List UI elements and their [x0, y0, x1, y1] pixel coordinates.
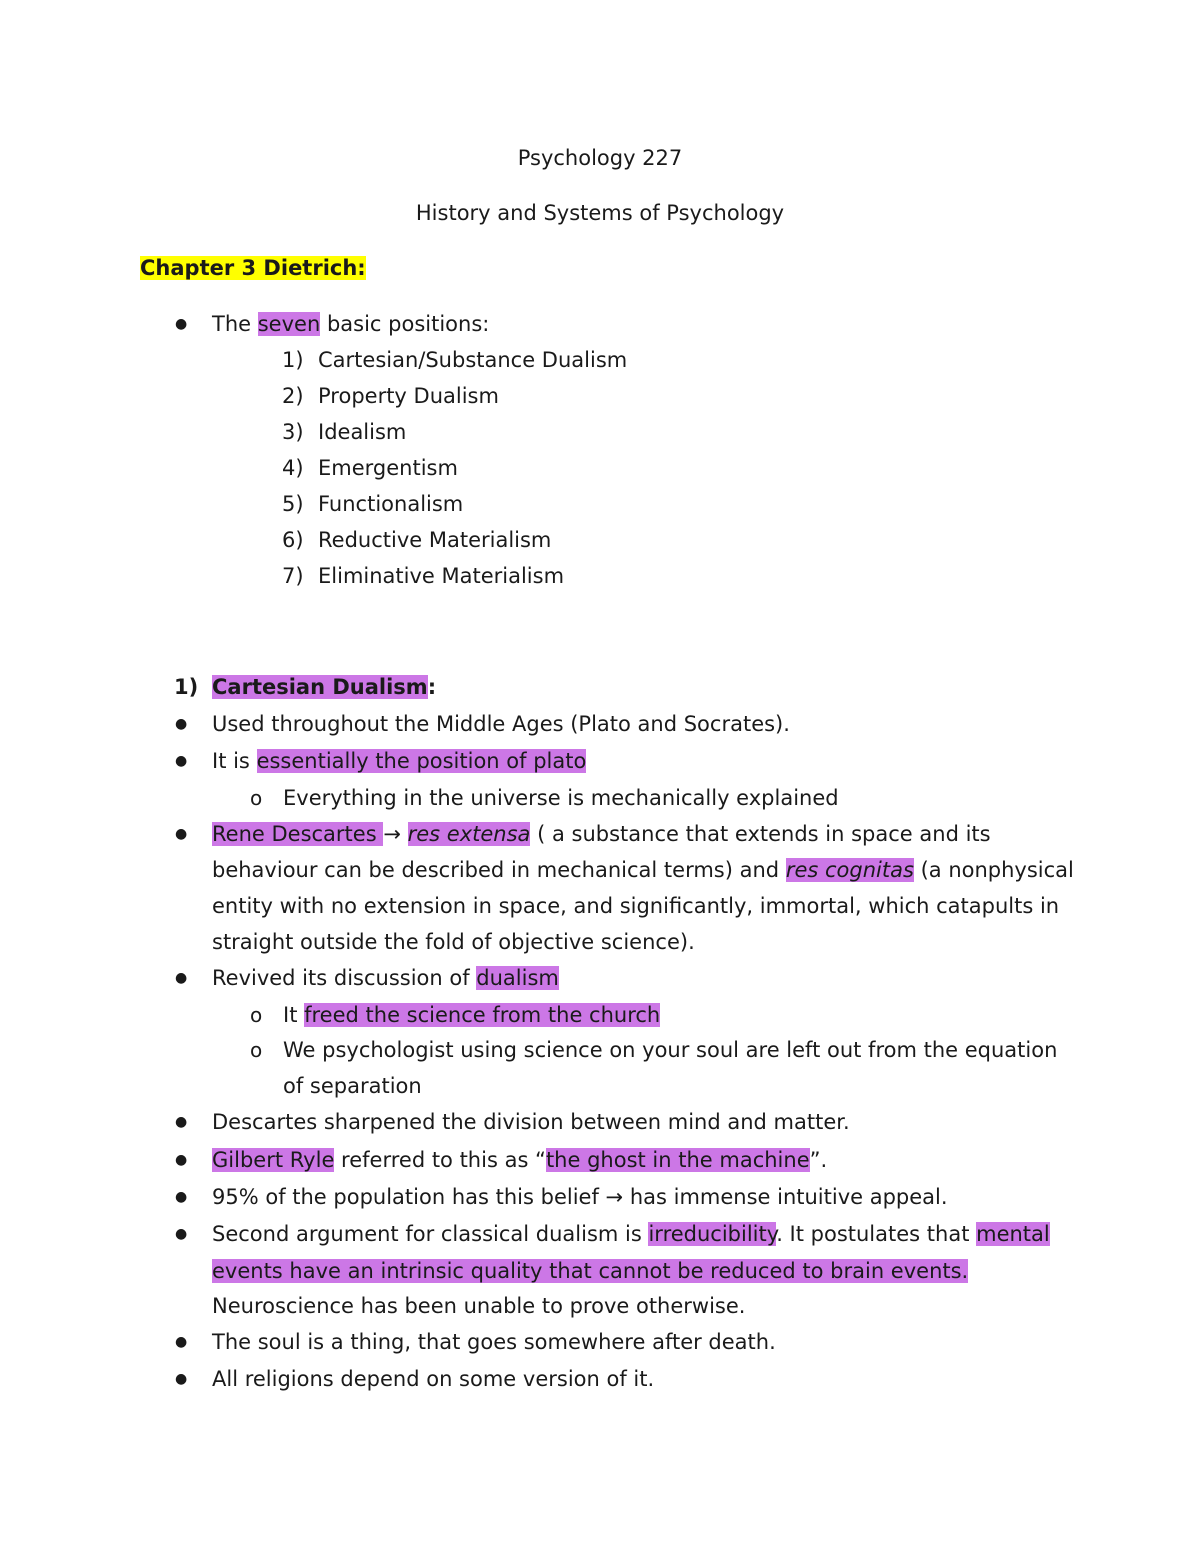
b6-highlight-ghost: the ghost in the machine [545, 1148, 810, 1172]
position-number: 4) [282, 456, 304, 480]
sub-bullet-icon: o [250, 786, 263, 810]
position-item: Functionalism [318, 492, 464, 516]
bullet-text [212, 1179, 948, 1215]
sub-bullet-text [283, 997, 660, 1033]
b2-highlight: essentially the position of plato [256, 749, 587, 773]
bullet-text: Used throughout the Middle Ages (Plato and Socrates). [212, 712, 790, 736]
arrow-icon: → [383, 822, 401, 846]
bullet-text [212, 960, 559, 996]
b6-highlight-ryle: Gilbert Ryle [212, 1148, 335, 1172]
bullet-text: All religions depend on some version of it. [212, 1367, 655, 1391]
position-number: 5) [282, 492, 304, 516]
bullet-text-cont: entity with no extension in space, and significantly, immortal, which catapults in [212, 894, 1060, 918]
bullet-icon: ● [175, 1189, 188, 1205]
position-item: Property Dualism [318, 384, 499, 408]
b4s1-pre: It [283, 1003, 305, 1027]
bullet-text: Descartes sharpened the division between mind and matter. [212, 1110, 850, 1134]
chapter-heading [140, 250, 366, 286]
sub-bullet-text: We psychologist using science on your soul are left out from the equation [283, 1038, 1058, 1062]
chapter-heading-text: Chapter 3 Dietrich: [140, 256, 366, 280]
bullet-text [212, 1216, 1050, 1252]
b4-pre: Revived its discussion of [212, 966, 477, 990]
document-subtitle: History and Systems of Psychology [415, 201, 785, 225]
position-number: 7) [282, 564, 304, 588]
position-number: 3) [282, 420, 304, 444]
b2-pre: It is [212, 749, 257, 773]
sub-bullet-icon: o [250, 1038, 263, 1062]
bullet-icon: ● [175, 970, 188, 986]
b8-highlight-mental: mental [976, 1222, 1050, 1246]
bullet-icon: ● [175, 1334, 188, 1350]
position-number: 1) [282, 348, 304, 372]
b4s1-highlight: freed the science from the church [304, 1003, 661, 1027]
position-item: Eliminative Materialism [318, 564, 565, 588]
intro-highlight: seven [257, 312, 321, 336]
b8-pre: Second argument for classical dualism is [212, 1222, 649, 1246]
b4-highlight: dualism [476, 966, 559, 990]
sub-bullet-icon: o [250, 1003, 263, 1027]
sub-bullet-text: Everything in the universe is mechanically explained [283, 786, 839, 810]
position-item: Cartesian/Substance Dualism [318, 348, 628, 372]
intro-post: basic positions: [320, 312, 490, 336]
bullet-icon: ● [175, 1371, 188, 1387]
b6-mid: referred to this as “ [334, 1148, 546, 1172]
position-number: 6) [282, 528, 304, 552]
position-item: Reductive Materialism [318, 528, 552, 552]
position-item: Idealism [318, 420, 407, 444]
bullet-text [212, 1142, 827, 1178]
b7-pre: 95% of the population has this belief [212, 1185, 606, 1209]
bullet-text: The soul is a thing, that goes somewhere after death. [212, 1330, 776, 1354]
b3-text: behaviour can be described in mechanical terms) and [212, 858, 786, 882]
b3-highlight-res-cognitas: res cognitas [785, 858, 914, 882]
bullet-text [212, 816, 991, 852]
bullet-icon: ● [175, 1152, 188, 1168]
section-heading [212, 669, 436, 705]
bullet-text-cont: Neuroscience has been unable to prove otherwise. [212, 1294, 746, 1318]
section-heading-text: Cartesian Dualism [212, 675, 428, 699]
position-number: 2) [282, 384, 304, 408]
bullet-text-cont [212, 852, 1074, 888]
sub-bullet-text-cont: of separation [283, 1074, 422, 1098]
bullet-icon: ● [175, 316, 188, 332]
arrow-icon: → [605, 1185, 624, 1209]
position-item: Emergentism [318, 456, 458, 480]
intro-line [212, 306, 489, 342]
bullet-icon: ● [175, 1226, 188, 1242]
b3-text: ( a substance that extends in space and its [530, 822, 991, 846]
intro-pre: The [212, 312, 258, 336]
b8-highlight-irreducibility: irreducibility [648, 1222, 777, 1246]
section-heading-colon: : [427, 675, 437, 699]
document-title: Psychology 227 [517, 146, 683, 170]
b8-mid: . It postulates that [776, 1222, 977, 1246]
bullet-text-cont [212, 1253, 968, 1289]
b6-post: ”. [809, 1148, 828, 1172]
bullet-text-cont: straight outside the fold of objective science). [212, 930, 695, 954]
bullet-text [212, 743, 586, 779]
bullet-icon: ● [175, 753, 188, 769]
b7-post: has immense intuitive appeal. [623, 1185, 948, 1209]
b8-highlight-events: events have an intrinsic quality that cannot be reduced to brain events. [212, 1259, 969, 1283]
bullet-icon: ● [175, 826, 188, 842]
section-number: 1) [174, 675, 199, 699]
bullet-icon: ● [175, 1114, 188, 1130]
b3-highlight-res-extensa: res extensa [407, 822, 531, 846]
b3-text: (a nonphysical [913, 858, 1074, 882]
b3-highlight-descartes: Rene Descartes [212, 822, 384, 846]
bullet-icon: ● [175, 716, 188, 732]
